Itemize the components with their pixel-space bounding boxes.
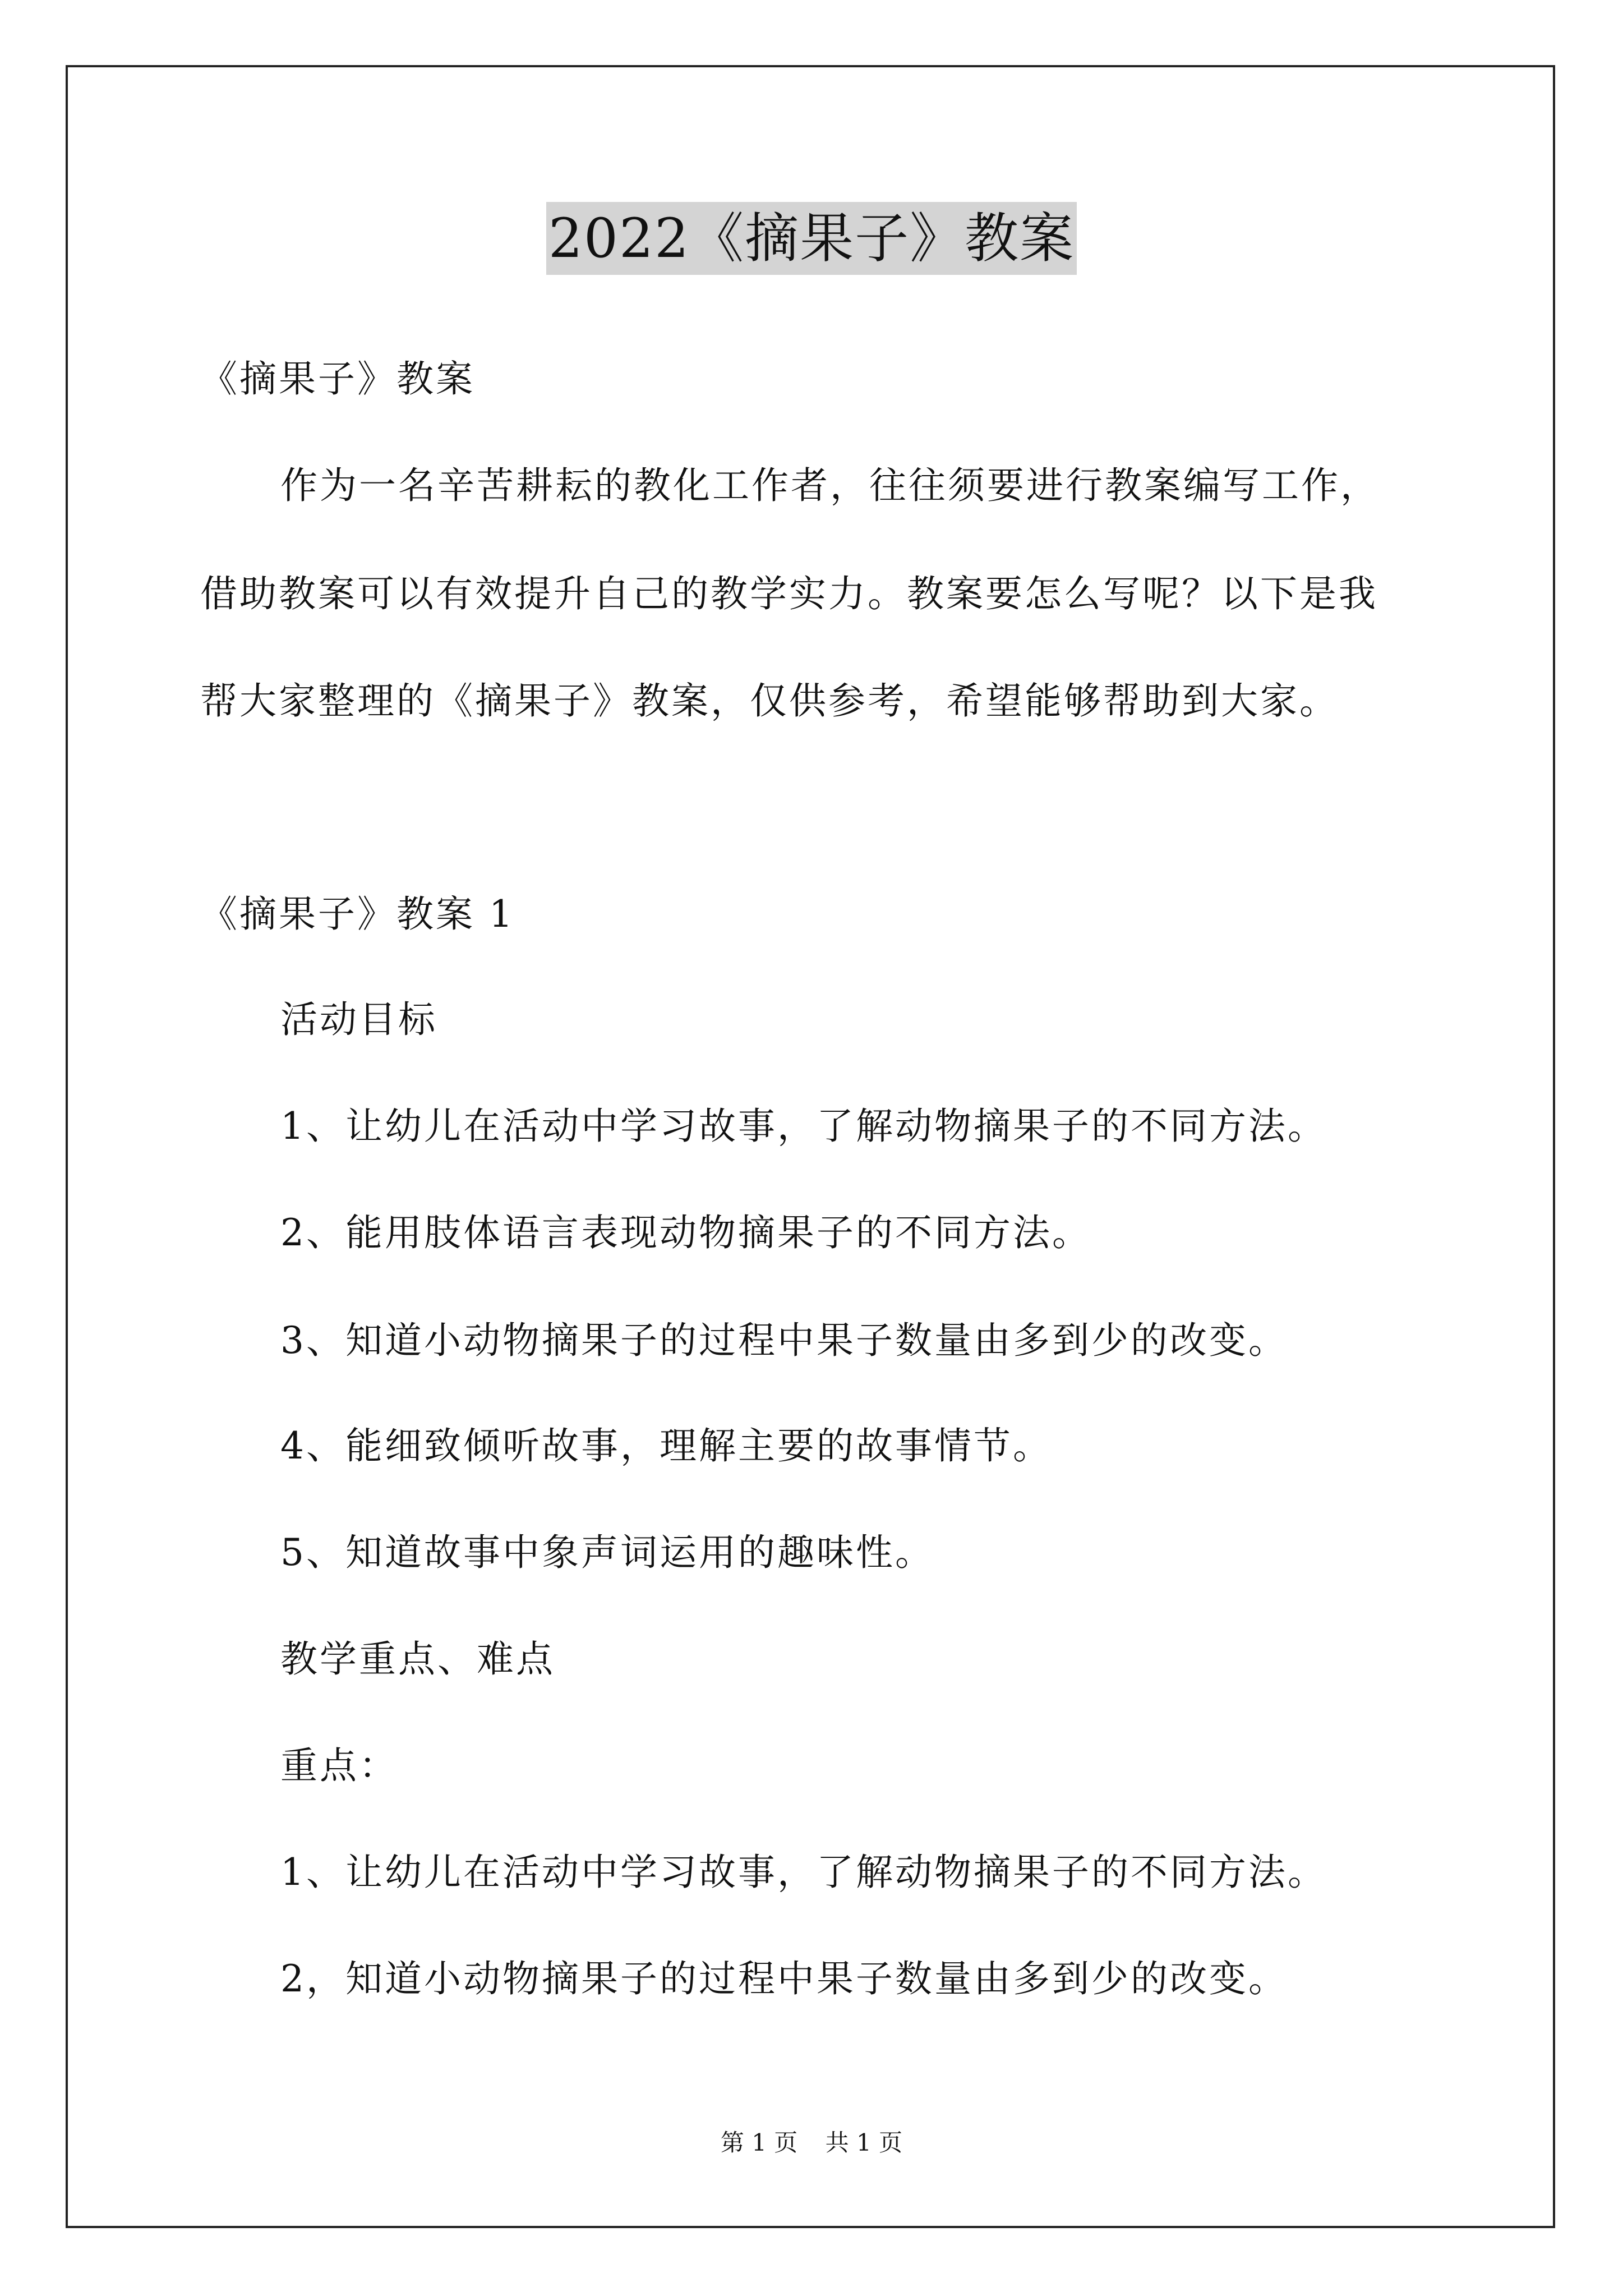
intro-line-2: 借助教案可以有效提升自己的教学实力。教案要怎么写呢？以下是我 bbox=[200, 572, 1378, 615]
section-title: 《摘果子》教案 1 bbox=[200, 892, 515, 936]
key-heading: 教学重点、难点 bbox=[280, 1637, 555, 1681]
intro-line-3: 帮大家整理的《摘果子》教案，仅供参考，希望能够帮助到大家。 bbox=[200, 679, 1339, 723]
goal-item: 4、能细致倾听故事，理解主要的故事情节。 bbox=[280, 1424, 1052, 1467]
goals-heading: 活动目标 bbox=[280, 998, 437, 1041]
intro-line-1: 作为一名辛苦耕耘的教化工作者，往往须要进行教案编写工作， bbox=[280, 464, 1380, 507]
title-wrap bbox=[0, 202, 1623, 275]
goal-item: 5、知道故事中象声词运用的趣味性。 bbox=[280, 1531, 934, 1574]
key-point-item: 2，知道小动物摘果子的过程中果子数量由多到少的改变。 bbox=[280, 1957, 1288, 2000]
document-title: 2022《摘果子》教案 bbox=[546, 202, 1077, 275]
goal-item: 3、知道小动物摘果子的过程中果子数量由多到少的改变。 bbox=[280, 1319, 1288, 1362]
goal-item: 2、能用肢体语言表现动物摘果子的不同方法。 bbox=[280, 1211, 1091, 1254]
goal-item: 1、让幼儿在活动中学习故事，了解动物摘果子的不同方法。 bbox=[280, 1105, 1327, 1148]
page-footer bbox=[0, 2129, 1623, 2157]
key-point-item: 1、让幼儿在活动中学习故事，了解动物摘果子的不同方法。 bbox=[280, 1851, 1327, 1894]
subtitle: 《摘果子》教案 bbox=[200, 357, 475, 401]
key-label: 重点： bbox=[280, 1744, 398, 1787]
page-total: 共 1 页 bbox=[825, 2129, 903, 2156]
page-number: 第 1 页 bbox=[720, 2129, 798, 2156]
